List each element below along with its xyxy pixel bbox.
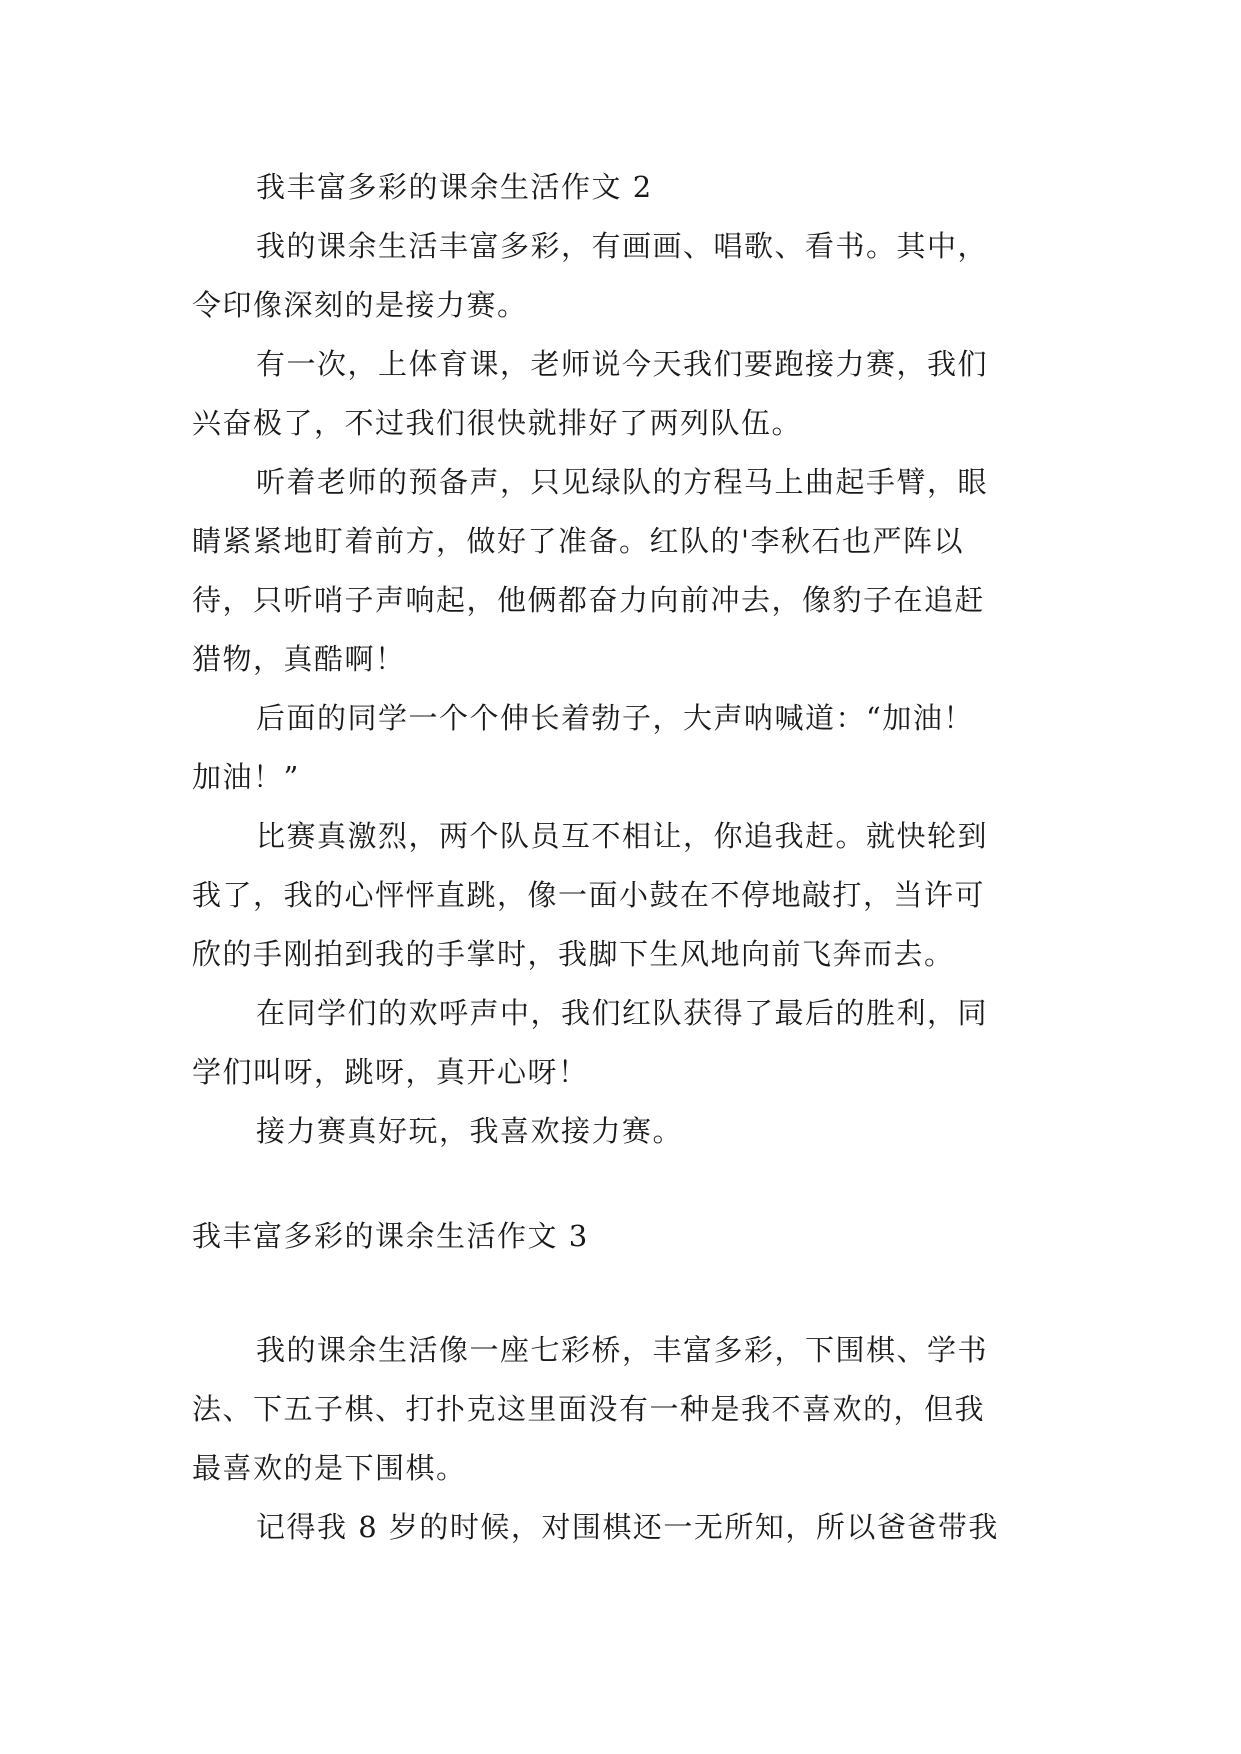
essay2-line-16: 接力赛真好玩，我喜欢接力赛。 bbox=[256, 1114, 684, 1148]
essay2-line-14: 在同学们的欢呼声中，我们红队获得了最后的胜利，同 bbox=[256, 996, 989, 1030]
essay3-line-4: 记得我 8 岁的时候，对围棋还一无所知，所以爸爸带我 bbox=[256, 1510, 999, 1544]
essay2-line-4: 兴奋极了，不过我们很快就排好了两列队伍。 bbox=[192, 406, 803, 440]
essay2-line-6: 睛紧紧地盯着前方，做好了准备。红队的'李秋石也严阵以 bbox=[192, 524, 964, 558]
essay2-line-11: 比赛真激烈，两个队员互不相让，你追我赶。就快轮到 bbox=[256, 819, 989, 853]
essay2-line-9: 后面的同学一个个伸长着勃子，大声呐喊道：“加油！ bbox=[256, 701, 974, 735]
essay2-line-1: 我的课余生活丰富多彩，有画画、唱歌、看书。其中， bbox=[256, 229, 989, 263]
essay3-title: 我丰富多彩的课余生活作文 3 bbox=[192, 1219, 589, 1253]
essay2-line-12: 我了，我的心怦怦直跳，像一面小鼓在不停地敲打，当许可 bbox=[192, 878, 986, 912]
essay2-line-10: 加油！” bbox=[192, 760, 300, 794]
essay2-line-8: 猎物，真酷啊！ bbox=[192, 642, 406, 676]
essay2-line-13: 欣的手刚拍到我的手掌时，我脚下生风地向前飞奔而去。 bbox=[192, 937, 955, 971]
essay3-line-3: 最喜欢的是下围棋。 bbox=[192, 1451, 467, 1485]
essay3-line-1: 我的课余生活像一座七彩桥，丰富多彩，下围棋、学书 bbox=[256, 1333, 989, 1367]
essay2-title: 我丰富多彩的课余生活作文 2 bbox=[256, 170, 653, 204]
essay2-line-15: 学们叫呀，跳呀，真开心呀！ bbox=[192, 1055, 589, 1089]
essay3-line-2: 法、下五子棋、打扑克这里面没有一种是我不喜欢的，但我 bbox=[192, 1392, 986, 1426]
essay2-line-7: 待，只听哨子声响起，他俩都奋力向前冲去，像豹子在追赶 bbox=[192, 583, 986, 617]
essay2-line-5: 听着老师的预备声，只见绿队的方程马上曲起手臂，眼 bbox=[256, 465, 989, 499]
essay2-line-2: 令印像深刻的是接力赛。 bbox=[192, 288, 528, 322]
essay2-line-3: 有一次，上体育课，老师说今天我们要跑接力赛，我们 bbox=[256, 347, 989, 381]
